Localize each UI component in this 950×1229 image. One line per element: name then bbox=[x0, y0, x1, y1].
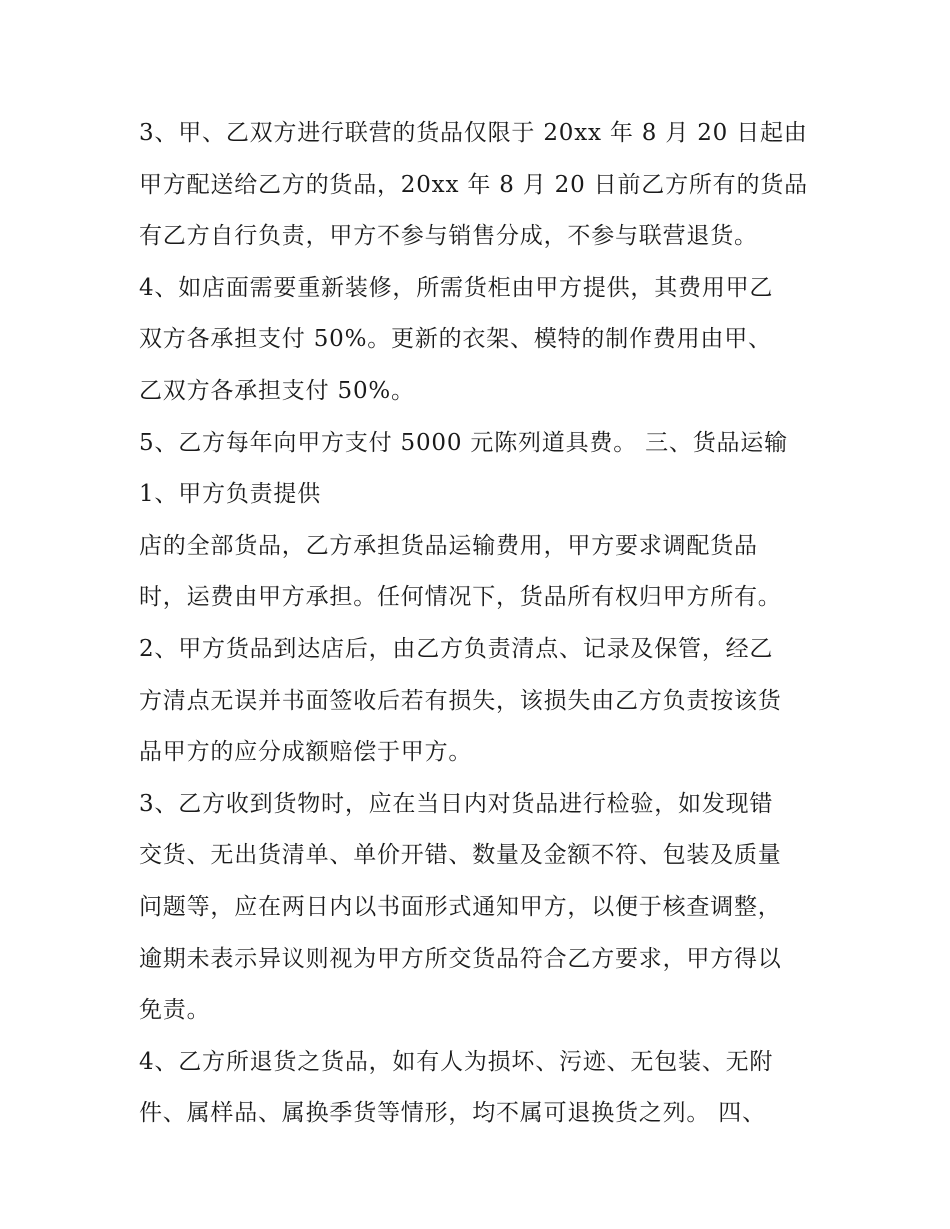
text-line: 双方各承担支付 50%。更新的衣架、模特的制作费用由甲、 bbox=[139, 326, 772, 353]
document-body bbox=[139, 108, 839, 1140]
text-line: 逾期未表示异议则视为甲方所交货品符合乙方要求，甲方得以 bbox=[139, 945, 782, 972]
text-line: 甲方配送给乙方的货品，20xx 年 8 月 20 日前乙方所有的货品 bbox=[139, 171, 808, 198]
text-line: 问题等，应在两日内以书面形式通知甲方，以便于核查调整， bbox=[139, 893, 782, 920]
text-line: 免责。 bbox=[139, 997, 211, 1024]
text-line: 5、乙方每年向甲方支付 5000 元陈列道具费。 三、货品运输 bbox=[139, 429, 788, 456]
text-line: 件、属样品、属换季货等情形，均不属可退换货之列。 四、 bbox=[139, 1100, 766, 1127]
text-line: 时，运费由甲方承担。任何情况下，货品所有权归甲方所有。 bbox=[139, 584, 782, 611]
text-line: 店的全部货品，乙方承担货品运输费用，甲方要求调配货品 bbox=[139, 532, 758, 559]
text-line: 品甲方的应分成额赔偿于甲方。 bbox=[139, 739, 473, 766]
text-line: 1、甲方负责提供 bbox=[139, 481, 322, 508]
text-line: 4、乙方所退货之货品，如有人为损坏、污迹、无包装、无附 bbox=[139, 1048, 774, 1075]
text-line: 方清点无误并书面签收后若有损失，该损失由乙方负责按该货 bbox=[139, 687, 782, 714]
text-line: 2、甲方货品到达店后，由乙方负责清点、记录及保管，经乙 bbox=[139, 635, 774, 662]
text-line: 4、如店面需要重新装修，所需货柜由甲方提供，其费用甲乙 bbox=[139, 274, 774, 301]
text-line: 有乙方自行负责，甲方不参与销售分成，不参与联营退货。 bbox=[139, 223, 758, 250]
text-line: 3、乙方收到货物时，应在当日内对货品进行检验，如发现错 bbox=[139, 790, 774, 817]
text-line: 3、甲、乙双方进行联营的货品仅限于 20xx 年 8 月 20 日起由 bbox=[139, 120, 808, 146]
text-line: 乙双方各承担支付 50%。 bbox=[139, 377, 415, 404]
text-line: 交货、无出货清单、单价开错、数量及金额不符、包装及质量 bbox=[139, 842, 782, 869]
